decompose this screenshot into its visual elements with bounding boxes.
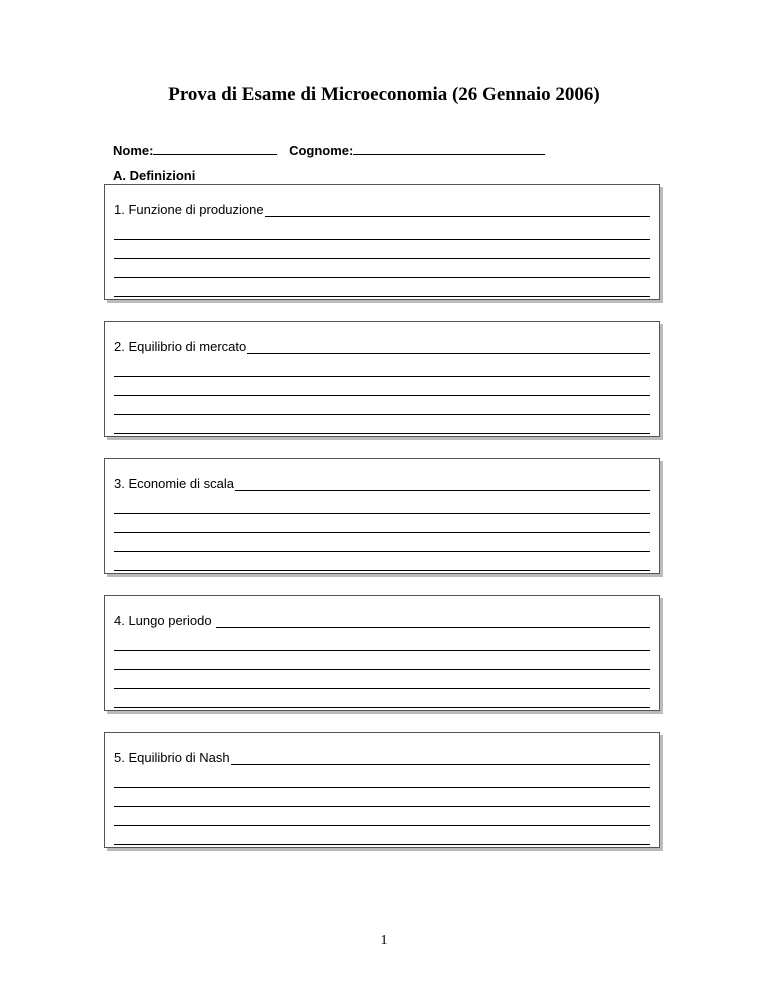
answer-line[interactable] bbox=[114, 707, 650, 708]
definition-label: 5. Equilibrio di Nash bbox=[114, 750, 230, 765]
answer-line[interactable] bbox=[114, 669, 650, 670]
definition-box-2 bbox=[104, 321, 660, 437]
definition-box-3 bbox=[104, 458, 660, 574]
page-title: Prova di Esame di Microeconomia (26 Gennaio 2006) bbox=[168, 84, 600, 105]
page-number: 1 bbox=[380, 933, 388, 948]
section-title: A. Definizioni bbox=[113, 168, 196, 183]
definition-box-5 bbox=[104, 732, 660, 848]
answer-line[interactable] bbox=[114, 414, 650, 415]
answer-line[interactable] bbox=[114, 376, 650, 377]
answer-line[interactable] bbox=[216, 613, 650, 628]
answer-line[interactable] bbox=[114, 296, 650, 297]
answer-line[interactable] bbox=[114, 239, 650, 240]
definition-heading bbox=[114, 610, 650, 628]
answer-line[interactable] bbox=[114, 650, 650, 651]
definition-label: 2. Equilibrio di mercato bbox=[114, 339, 247, 354]
answer-line[interactable] bbox=[114, 532, 650, 533]
answer-line[interactable] bbox=[114, 806, 650, 807]
answer-line[interactable] bbox=[114, 787, 650, 788]
answer-line[interactable] bbox=[114, 570, 650, 571]
cognome-blank[interactable] bbox=[353, 140, 545, 155]
answer-line[interactable] bbox=[114, 277, 650, 278]
answer-line[interactable] bbox=[231, 750, 650, 765]
definition-heading bbox=[114, 336, 650, 354]
definition-heading bbox=[114, 747, 650, 765]
answer-line[interactable] bbox=[114, 551, 650, 552]
nome-label: Nome: bbox=[113, 143, 154, 158]
answer-line[interactable] bbox=[235, 476, 650, 491]
answer-line[interactable] bbox=[114, 844, 650, 845]
answer-line[interactable] bbox=[114, 395, 650, 396]
answer-line[interactable] bbox=[114, 433, 650, 434]
definition-box-4 bbox=[104, 595, 660, 711]
answer-line[interactable] bbox=[114, 825, 650, 826]
definition-heading bbox=[114, 199, 650, 217]
definition-label: 4. Lungo periodo bbox=[114, 613, 212, 628]
definition-box-1 bbox=[104, 184, 660, 300]
answer-line[interactable] bbox=[265, 202, 650, 217]
definition-label: 3. Economie di scala bbox=[114, 476, 234, 491]
answer-line[interactable] bbox=[114, 258, 650, 259]
answer-line[interactable] bbox=[114, 688, 650, 689]
answer-line[interactable] bbox=[114, 513, 650, 514]
definition-heading bbox=[114, 473, 650, 491]
definition-label: 1. Funzione di produzione bbox=[114, 202, 264, 217]
answer-line[interactable] bbox=[247, 339, 650, 354]
nome-blank[interactable] bbox=[153, 140, 277, 155]
name-fields-row bbox=[113, 140, 673, 158]
cognome-label: Cognome: bbox=[289, 143, 354, 158]
